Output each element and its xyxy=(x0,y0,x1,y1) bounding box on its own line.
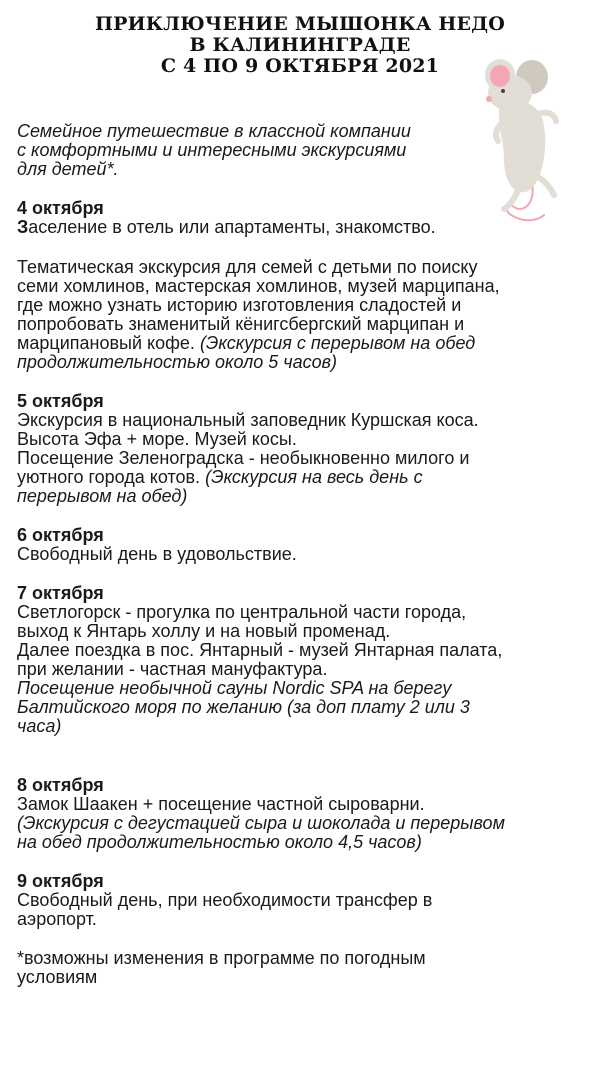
italic-note: Посещение необычной сауны Nordic SPA на берегу xyxy=(17,678,452,698)
text-line: Далее поездка в пос. Янтарный - музей Янтарная палата, xyxy=(17,640,503,660)
intro-line: Семейное путешествие в классной компании xyxy=(17,121,411,141)
text-line: Замок Шаакен + посещение частной сыроварни. xyxy=(17,794,425,814)
text-line: аэропорт. xyxy=(17,909,97,929)
italic-note: Балтийского моря по желанию (за доп плату 2 или 3 xyxy=(17,697,470,717)
text-line: аселение в отель или апартаменты, знакомство. xyxy=(28,217,436,237)
day-block-oct8 xyxy=(17,776,587,852)
text-line: условиям xyxy=(17,967,98,987)
day-heading: 7 октября xyxy=(17,583,104,603)
italic-note: (Экскурсия с дегустацией сыра и шоколада и перерывом xyxy=(17,813,505,833)
day-heading: 8 октября xyxy=(17,775,104,795)
text-line: Свободный день в удовольствие. xyxy=(17,544,297,564)
text-line: Посещение Зеленоградска - необыкновенно милого и xyxy=(17,448,470,468)
italic-note: часа) xyxy=(17,716,62,736)
day-heading: 5 октября xyxy=(17,391,104,411)
text-line: Экскурсия в национальный заповедник Куршская коса. xyxy=(17,410,479,430)
intro-line: с комфортными и интересными экскурсиями xyxy=(17,140,407,160)
text-line: марципановый кофе. xyxy=(17,333,200,353)
intro-paragraph xyxy=(17,122,477,179)
italic-note: (Экскурсия с перерывом на обед xyxy=(199,333,476,353)
text-line: при желании - частная мануфактура. xyxy=(17,659,328,679)
italic-note: (Экскурсия на весь день с xyxy=(205,467,423,487)
text-line: попробовать знаменитый кёнигсбергский марципан и xyxy=(17,314,465,334)
text-line: где можно узнать историю изготовления сладостей и xyxy=(17,295,462,315)
footnote xyxy=(17,949,587,987)
day-block-oct4 xyxy=(17,199,587,372)
title-line-3: С 4 ПО 9 ОКТЯБРЯ 2021 xyxy=(160,55,440,77)
intro-line: для детей*. xyxy=(17,159,119,179)
text-line: Свободный день, при необходимости трансфер в xyxy=(17,890,433,910)
day-block-oct6 xyxy=(17,526,587,564)
italic-note: на обед продолжительностью около 4,5 часов) xyxy=(17,832,422,852)
title-line-2: В КАЛИНИНГРАДЕ xyxy=(189,34,411,56)
day-block-oct9 xyxy=(17,872,587,929)
text-line: выход к Янтарь холлу и на новый променад. xyxy=(17,621,391,641)
text-line: Высота Эфа + море. Музей косы. xyxy=(17,429,297,449)
text-line: семи хомлинов, мастерская хомлинов, музей марципана, xyxy=(17,276,500,296)
day-heading: 4 октября xyxy=(17,198,104,218)
text-line: *возможны изменения в программе по погодным xyxy=(17,948,426,968)
text-line: Тематическая экскурсия для семей с детьми по поиску xyxy=(17,257,478,277)
day-block-oct7 xyxy=(17,584,587,736)
title-line-1: ПРИКЛЮЧЕНИЕ МЫШОНКА НЕДО xyxy=(94,13,506,35)
italic-note: продолжительностью около 5 часов) xyxy=(17,352,338,372)
day-block-oct5 xyxy=(17,392,587,506)
italic-note: перерывом на обед) xyxy=(17,486,188,506)
day-heading: 9 октября xyxy=(17,871,104,891)
day-heading: 6 октября xyxy=(17,525,104,545)
text-line: уютного города котов. xyxy=(17,467,206,487)
text-line: Светлогорск - прогулка по центральной части города, xyxy=(17,602,467,622)
program-text xyxy=(17,122,587,987)
drop-letter: З xyxy=(17,217,29,237)
